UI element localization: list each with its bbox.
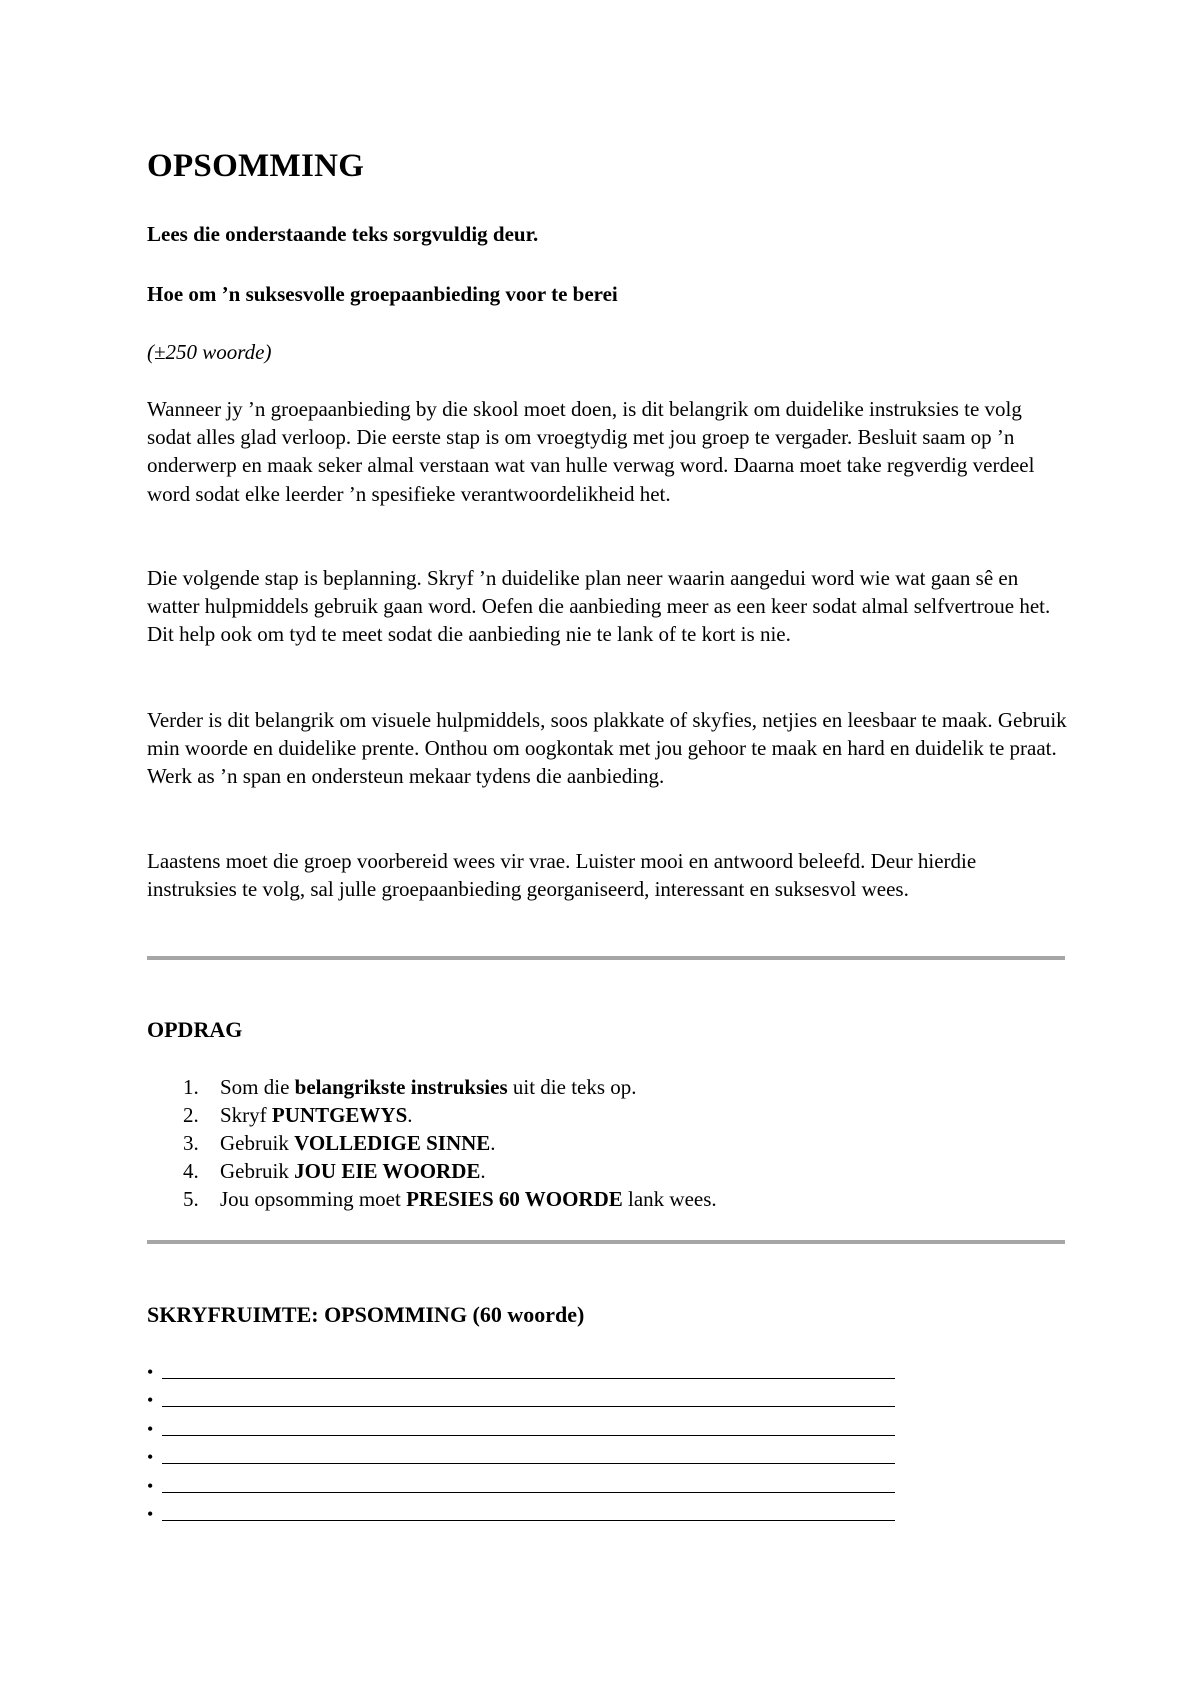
reading-instruction: Lees die onderstaande teks sorgvuldig deur. (147, 222, 539, 246)
bullet-icon: • (147, 1390, 154, 1411)
task-item-emphasis: PRESIES 60 WOORDE (406, 1187, 623, 1211)
writing-space-heading: SKRYFRUIMTE: OPSOMMING (60 woorde) (147, 1302, 585, 1327)
task-item (147, 1101, 717, 1129)
section-divider (147, 1240, 1065, 1244)
task-item-number: 2. (183, 1103, 199, 1127)
task-item (147, 1129, 717, 1157)
task-item-emphasis: JOU EIE WOORDE (294, 1159, 481, 1183)
paragraph-2: Die volgende stap is beplanning. Skryf ’n duidelike plan neer waarin aangedui word wie wat gaan sê en watter hulpmiddels gebruik gaan word. Oefen die aanbieding meer as een keer sodat almal selfvertroue het. Dit help ook om tyd te meet sodat die aanbieding nie te lank of te kort is nie. (147, 566, 1051, 647)
task-item-text-end: uit die teks op. (507, 1075, 637, 1099)
answer-line[interactable] (162, 1492, 895, 1493)
task-item (147, 1157, 717, 1185)
writing-line[interactable] (147, 1498, 897, 1526)
writing-line[interactable] (147, 1384, 897, 1412)
task-item-text: Jou opsomming moet (220, 1187, 407, 1211)
writing-lines (147, 1356, 897, 1526)
page-title: OPSOMMING (147, 148, 365, 184)
task-item (147, 1185, 717, 1213)
bullet-icon: • (147, 1418, 154, 1439)
bullet-icon: • (147, 1475, 154, 1496)
task-item-text: Som die (220, 1075, 295, 1099)
paragraph-4: Laastens moet die groep voorbereid wees vir vrae. Luister mooi en antwoord beleefd. Deur hierdie instruksies te volg, sal julle groepaanbieding georganiseerd, interessant en suksesvol wees. (147, 849, 977, 902)
word-count-note: (±250 woorde) (147, 340, 272, 364)
writing-line[interactable] (147, 1413, 897, 1441)
task-item (147, 1073, 717, 1101)
task-item-text-end: . (490, 1131, 496, 1155)
section-divider (147, 956, 1065, 960)
text-title: Hoe om ’n suksesvolle groepaanbieding voor te berei (147, 282, 618, 306)
paragraph-3: Verder is dit belangrik om visuele hulpmiddels, soos plakkate of skyfies, netjies en leesbaar te maak. Gebruik min woorde en duidelike prente. Onthou om oogkontak met jou gehoor te maak en hard en duidelik te praat. Werk as ’n span en ondersteun mekaar tydens die aanbieding. (147, 708, 1067, 789)
paragraph-1: Wanneer jy ’n groepaanbieding by die skool moet doen, is dit belangrik om duidelike instruksies te volg sodat alles glad verloop. Die eerste stap is om vroegtydig met jou groep te vergader. Besluit saam op ’n onderwerp en maak seker almal verstaan wat van hulle verwag word. Daarna moet take regverdig verdeel word sodat elke leerder ’n spesifieke verantwoordelikheid het. (147, 397, 1035, 506)
bullet-icon: • (147, 1503, 154, 1524)
task-heading: OPDRAG (147, 1017, 243, 1042)
task-item-number: 5. (183, 1187, 199, 1211)
task-item-text: Gebruik (220, 1131, 295, 1155)
task-item-emphasis: belangrikste instruksies (294, 1075, 508, 1099)
answer-line[interactable] (162, 1378, 895, 1379)
bullet-icon: • (147, 1447, 154, 1468)
task-item-text-end: . (480, 1159, 486, 1183)
task-item-emphasis: VOLLEDIGE SINNE (294, 1131, 491, 1155)
answer-line[interactable] (162, 1435, 895, 1436)
writing-line[interactable] (147, 1470, 897, 1498)
answer-line[interactable] (162, 1406, 895, 1407)
task-list (147, 1073, 717, 1213)
task-item-text: Skryf (220, 1103, 272, 1127)
answer-line[interactable] (162, 1520, 895, 1521)
task-item-text-end: . (407, 1103, 413, 1127)
answer-line[interactable] (162, 1463, 895, 1464)
writing-line[interactable] (147, 1356, 897, 1384)
task-item-text: Gebruik (220, 1159, 295, 1183)
task-item-text-end: lank wees. (622, 1187, 717, 1211)
writing-line[interactable] (147, 1441, 897, 1469)
task-item-emphasis: PUNTGEWYS (271, 1103, 408, 1127)
task-item-number: 1. (183, 1075, 199, 1099)
task-item-number: 4. (183, 1159, 199, 1183)
task-item-number: 3. (183, 1131, 199, 1155)
bullet-icon: • (147, 1362, 154, 1382)
